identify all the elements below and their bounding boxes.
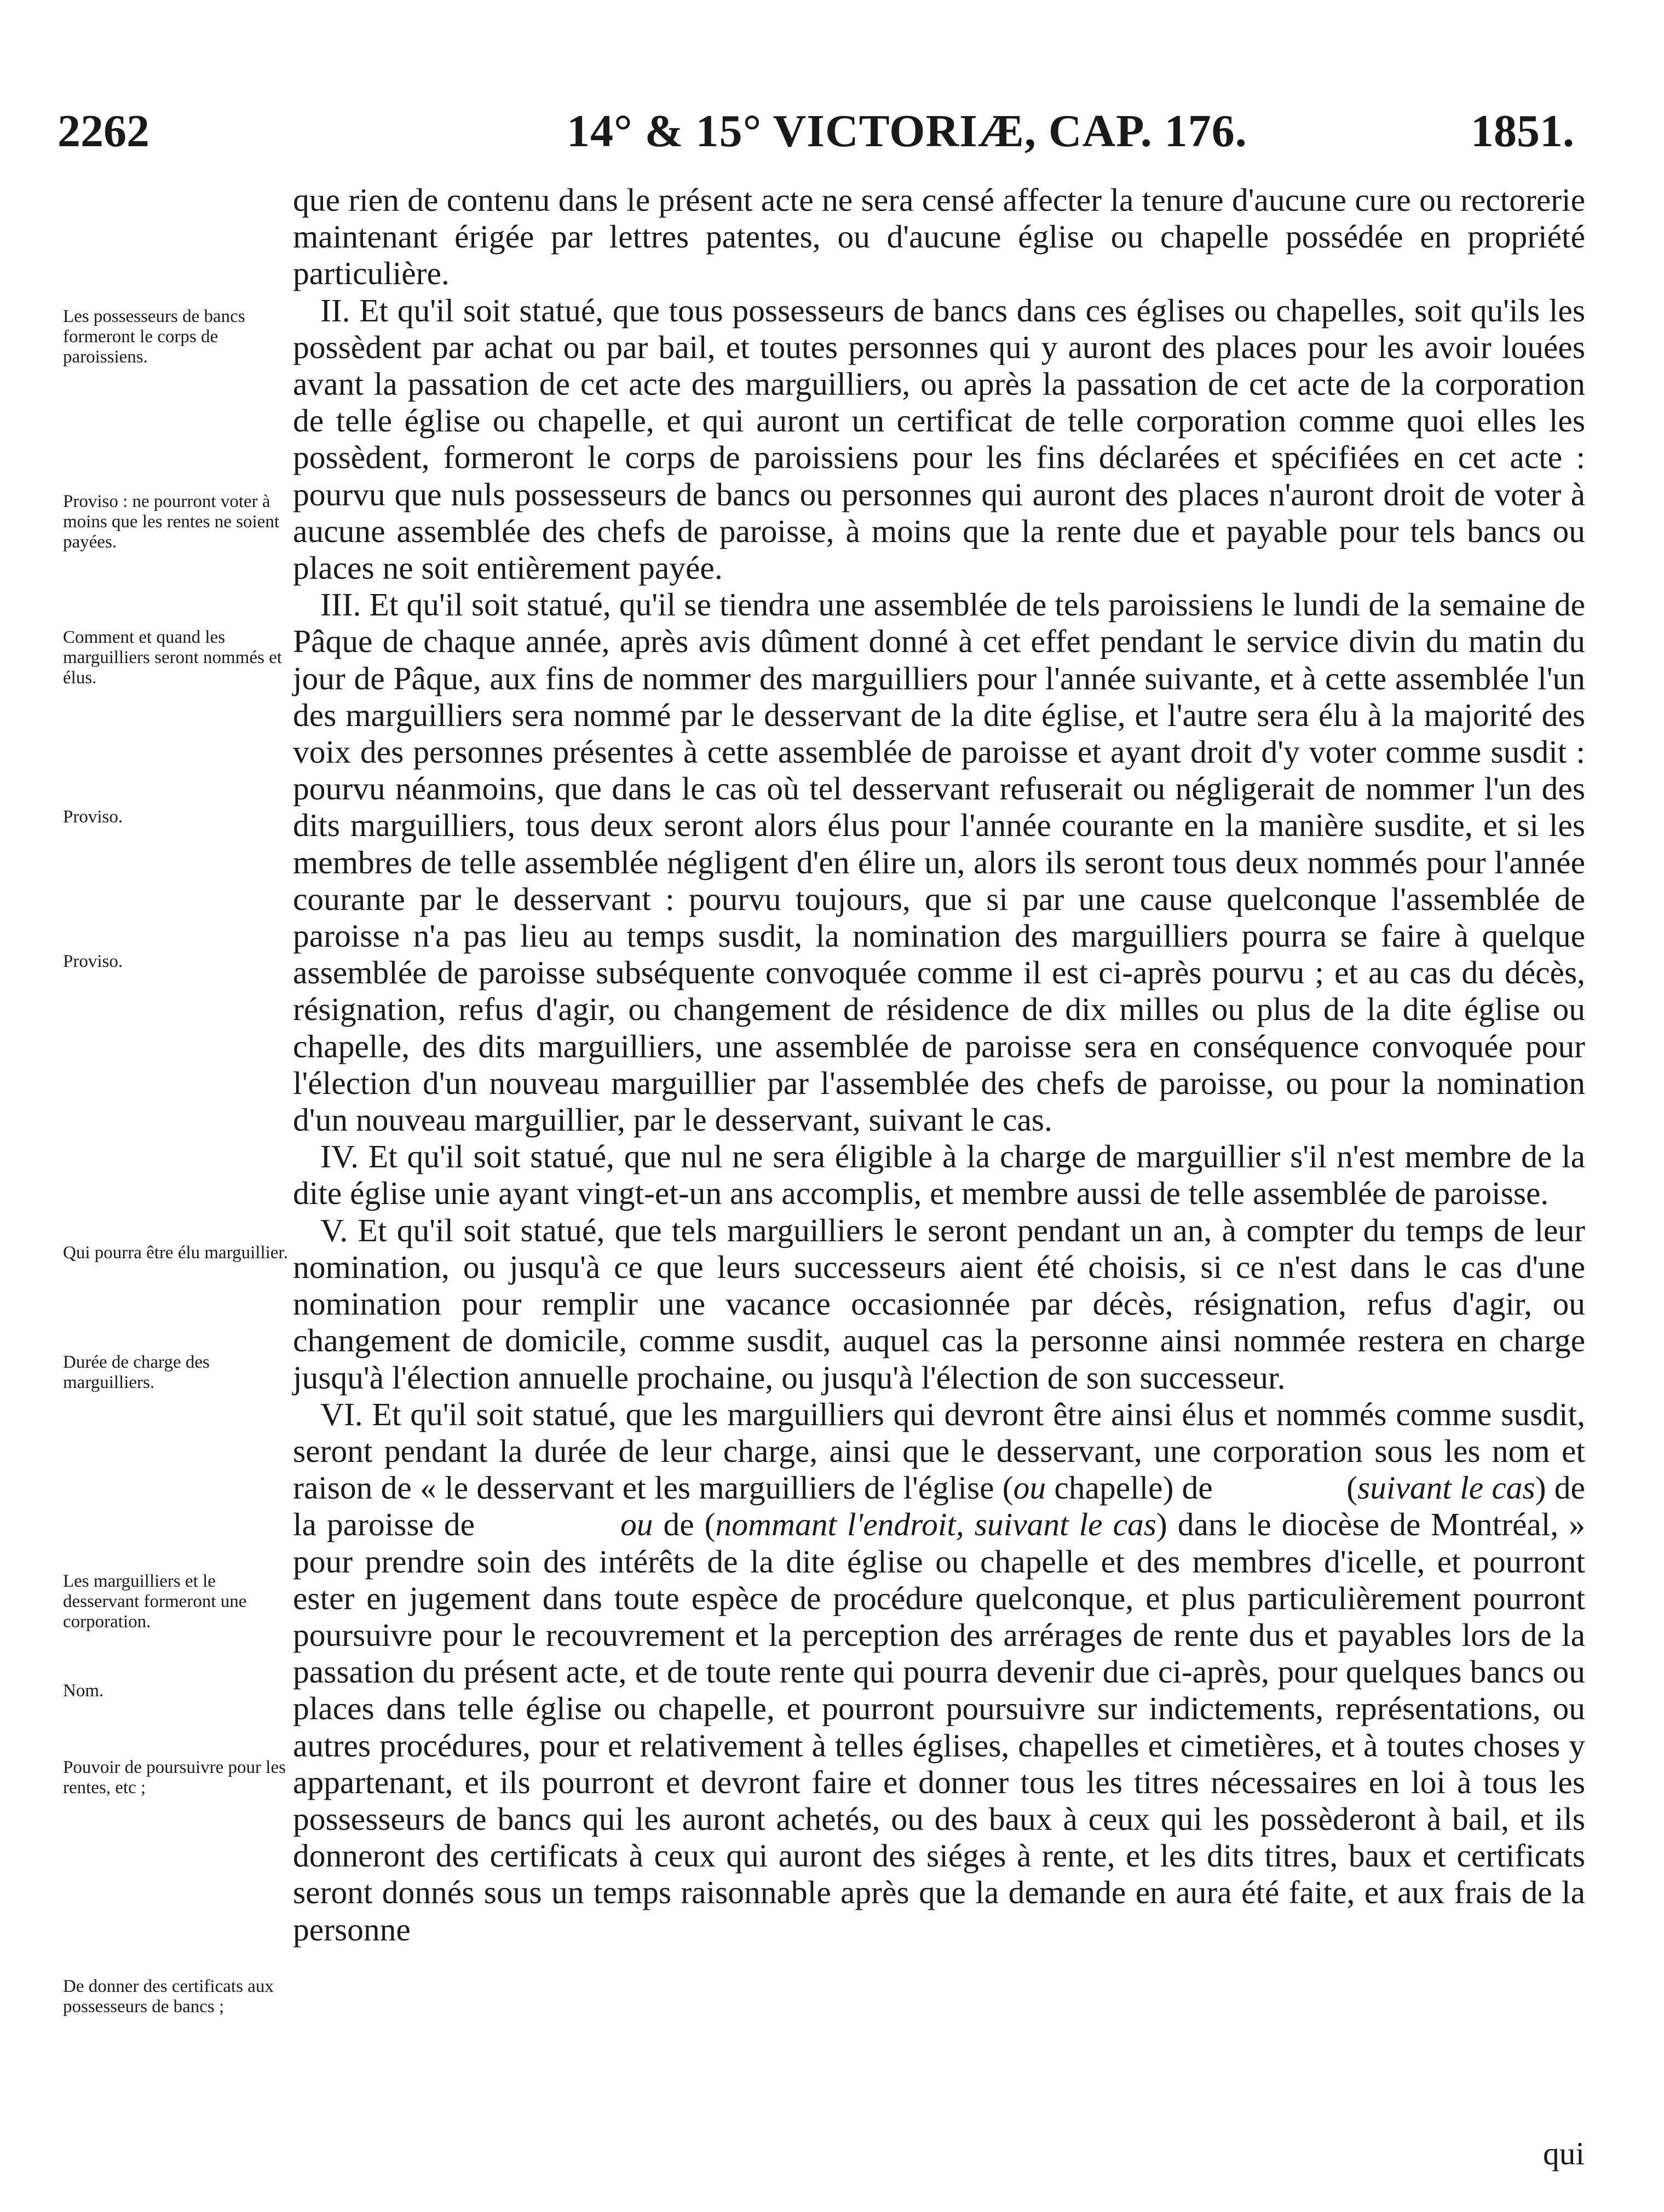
page-header	[57, 101, 1574, 162]
page-number: 2262	[57, 106, 149, 157]
paragraph-section-5: V. Et qu'il soit statué, que tels marguilliers le seront pendant un an, à compter du temps de leur nomination, ou jusqu'à ce que leurs successeurs aient été choisis, si ce n'est dans le cas d'une nomination pour remplir une vacance occasionnée par décès, résignation, refus d'agir, ou changement de domicile, comme susdit, auquel cas la personne ainsi nommée restera en charge jusqu'à l'élection annuelle prochaine, ou jusqu'à l'élection de son successeur.	[293, 1212, 1585, 1396]
margin-note-eligibilite: Qui pourra être élu marguillier.	[63, 1243, 288, 1263]
section-6-suivant-le-cas: suivant le cas	[1357, 1470, 1535, 1506]
page-title: 14° & 15° VICTORIÆ, CAP. 176.	[567, 106, 1247, 157]
section-6-text-c: ) de la paroisse de	[293, 1470, 1593, 1543]
margin-note-nom: Nom.	[63, 1681, 104, 1701]
paragraph-section-6	[293, 1396, 1593, 1948]
paragraph-preamble-cont: que rien de contenu dans le présent acte ne sera censé affecter la tenure d'aucune cure ou rectorerie maintenant érigée par lettres patentes, ou d'aucune église ou chapelle possédée en propriété particulière.	[293, 182, 1585, 292]
paragraph-section-4: IV. Et qu'il soit statué, que nul ne sera éligible à la charge de marguillier s'il n'est membre de la dite église unie ayant vingt-et-un ans accomplis, et membre aussi de telle assemblée de paroisse.	[293, 1138, 1585, 1212]
margin-note-possesseurs: Les possesseurs de bancs formeront le corps de paroissiens.	[63, 307, 245, 367]
page-year: 1851.	[1471, 106, 1574, 157]
margin-note-duree: Durée de charge des marguilliers.	[63, 1352, 210, 1392]
section-6-nommant-endroit: nommant l'endroit, suivant le cas	[715, 1506, 1156, 1543]
catchword: qui	[1542, 2135, 1585, 2171]
section-6-text-e: ) dans le diocèse de Montréal, » pour prendre soin des intérêts de la dite église ou chapelle et des membres d'icelle, et pourront ester en jugement dans toute espèce de procédure quelconque, et plus particulièrement pourront poursuivre pour le recouvrement et la perception des arrérages de rente dus et payables lors de la passation du présent acte, et de toute rente qui pourra devenir due ci-après, pour quelques bancs ou places dans telle église ou chapelle, et pourront poursuivre sur indictements, représentations, ou autres procédures, pour et relativement à telles églises, chapelles et cimetières, et à toutes choses y appartenant, et ils pourront et devront faire et donner tous les titres nécessaires en loi à tous les possesseurs de bancs qui les auront achetés, ou des baux à ceux qui les possèderont à bail, et ils donneront des certificats à ceux qui auront des siéges à rente, et les dits titres, baux et certificats seront donnés sous un temps raisonnable après que la demande en aura été faite, et aux frais de la personne	[293, 1506, 1585, 1948]
body-text	[293, 182, 1593, 1948]
margin-note-proviso-rentes: Proviso : ne pourront voter à moins que les rentes ne soient payées.	[63, 492, 280, 552]
margin-note-poursuivre: Pouvoir de poursuivre pour les rentes, etc ;	[63, 1758, 286, 1798]
section-6-ou-1: ou	[1013, 1470, 1046, 1506]
margin-note-certificats: De donner des certificats aux possesseurs de bancs ;	[63, 1977, 274, 2017]
section-6-text-d: de (	[653, 1506, 716, 1543]
section-6-ou-2: ou	[620, 1506, 653, 1543]
section-6-text-b: chapelle) de (	[1046, 1470, 1358, 1506]
margin-note-corporation: Les marguilliers et le desservant formeront une corporation.	[63, 1571, 247, 1632]
margin-note-proviso-1: Proviso.	[63, 807, 123, 827]
paragraph-section-2: II. Et qu'il soit statué, que tous possesseurs de bancs dans ces églises ou chapelles, soit qu'ils les possèdent par achat ou par bail, et toutes personnes qui y auront des places pour les avoir louées avant la passation de cet acte des marguilliers, ou après la passation de cet acte de la corporation de telle église ou chapelle, et qui auront un certificat de telle corporation comme quoi elles les possèdent, formeront le corps de paroissiens pour les fins déclarées et spécifiées en cet acte : pourvu que nuls possesseurs de bancs ou personnes qui auront des places n'auront droit de voter à aucune assemblée des chefs de paroisse, à moins que la rente due et payable pour tels bancs ou places ne soit entièrement payée.	[293, 292, 1585, 586]
section-6-text-a: VI. Et qu'il soit statué, que les marguilliers qui devront être ainsi élus et nommés comme susdit, seront pendant la durée de leur charge, ainsi que le desservant, une corporation sous les nom et raison de « le desservant et les marguilliers de l'église (	[293, 1396, 1585, 1506]
margin-note-proviso-2: Proviso.	[63, 952, 123, 971]
paragraph-section-3: III. Et qu'il soit statué, qu'il se tiendra une assemblée de tels paroissiens le lundi de la semaine de Pâque de chaque année, après avis dûment donné à cet effet pendant le service divin du matin du jour de Pâque, aux fins de nommer des marguilliers pour l'année suivante, et à cette assemblée l'un des marguilliers sera nommé par le desservant de la dite église, et l'autre sera élu à la majorité des voix des personnes présentes à cette assemblée de paroisse et ayant droit d'y voter comme susdit : pourvu néanmoins, que dans le cas où tel desservant refuserait ou négligerait de nommer l'un des dits marguilliers, tous deux seront alors élus pour l'année courante en la manière susdite, et si les membres de telle assemblée négligent d'en élire un, alors ils seront tous deux nommés pour l'année courante par le desservant : pourvu toujours, que si par une cause quelconque l'assemblée de paroisse n'a pas lieu au temps susdit, la nomination des marguilliers pourra se faire à quelque assemblée de paroisse subséquente convoquée comme il est ci-après pourvu ; et au cas du décès, résignation, refus d'agir, ou changement de résidence de dix milles ou plus de la dite église ou chapelle, des dits marguilliers, une assemblée de paroisse sera en conséquence convoquée pour l'élection d'un nouveau marguillier par l'assemblée des chefs de paroisse, ou pour la nomination d'un nouveau marguillier, par le desservant, suivant le cas.	[293, 586, 1585, 1138]
margin-note-nomination: Comment et quand les marguilliers seront nommés et élus.	[63, 627, 282, 688]
